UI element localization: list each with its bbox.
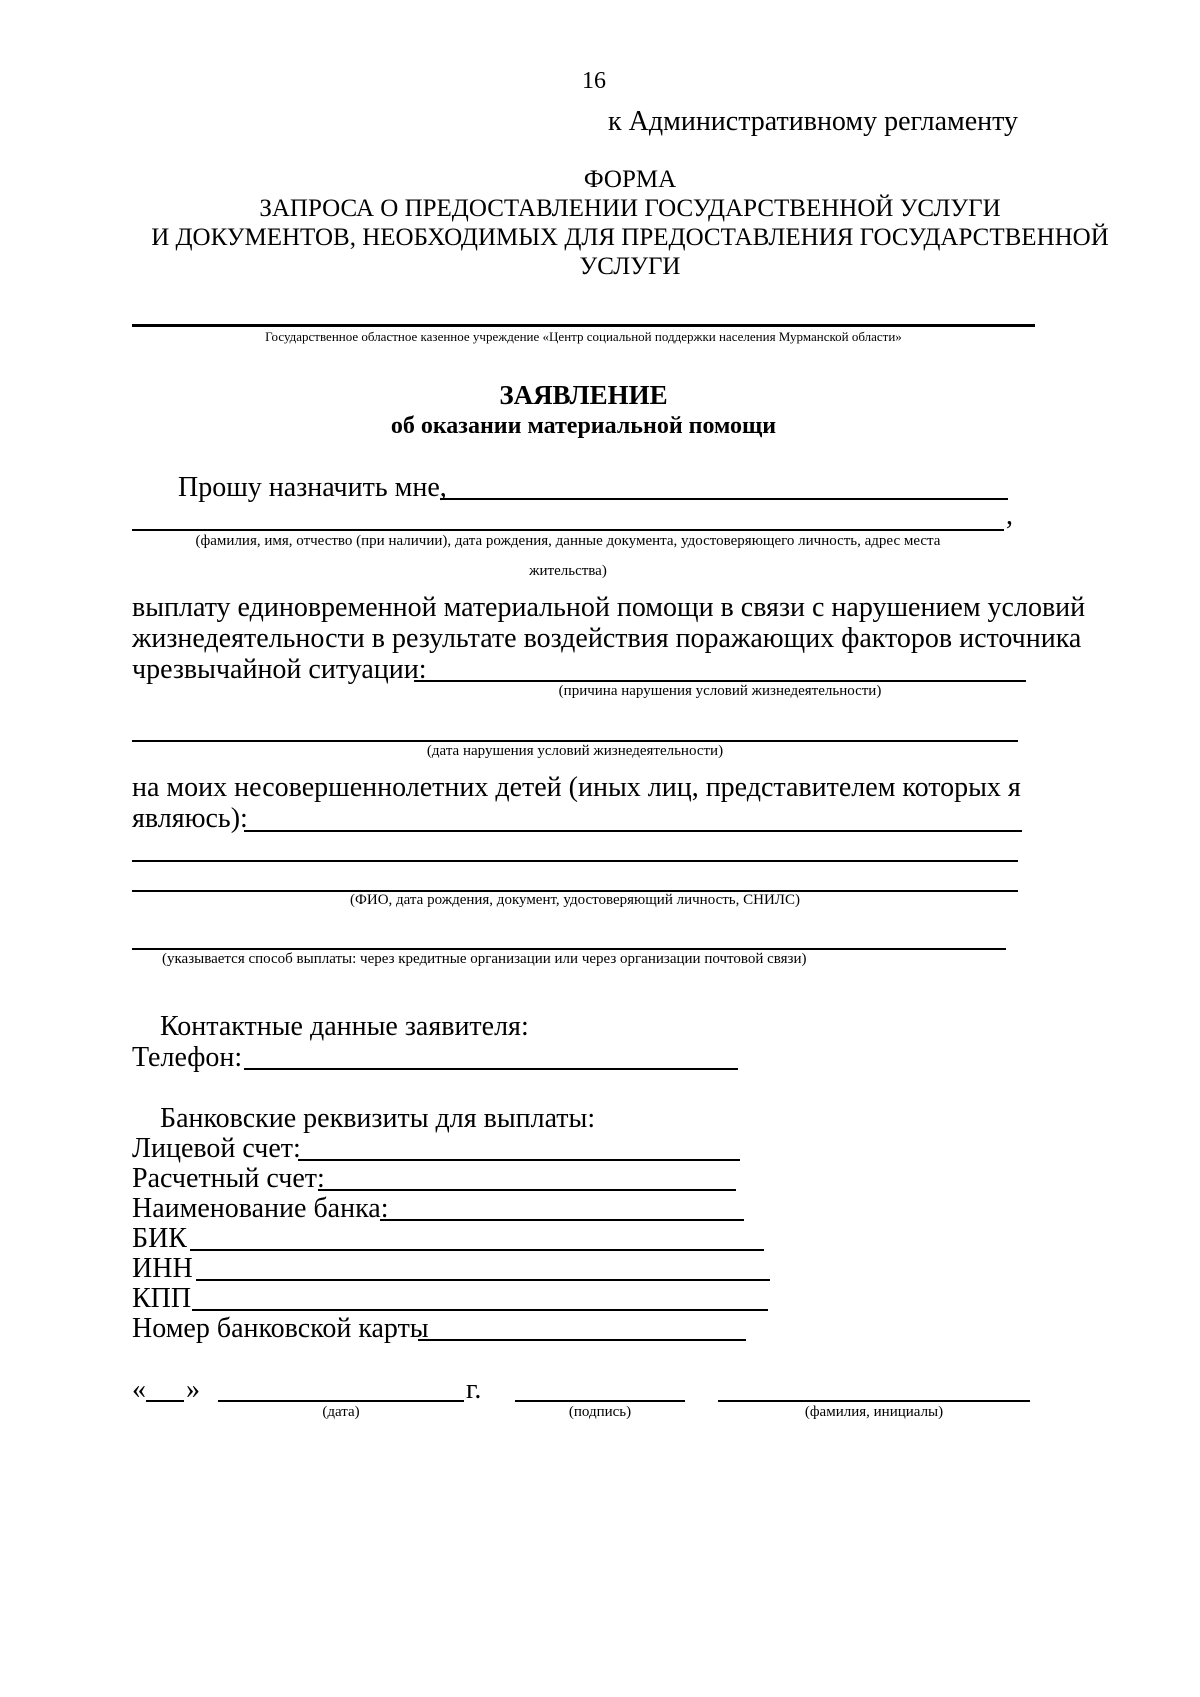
date-field[interactable] bbox=[132, 716, 1018, 742]
phone-field[interactable] bbox=[244, 1044, 738, 1070]
personal-account-field[interactable] bbox=[298, 1135, 740, 1161]
bank-heading: Банковские реквизиты для выплаты: bbox=[160, 1103, 596, 1134]
body-text: чрезвычайной ситуации: bbox=[132, 654, 427, 685]
body-text: выплату единовременной материальной помощи в связи с нарушением условий bbox=[132, 592, 1086, 623]
name-hint: (фамилия, инициалы) bbox=[804, 1404, 944, 1420]
hint-applicant: жительства) bbox=[529, 563, 607, 579]
comma: , bbox=[1006, 500, 1013, 531]
form-title-line: И ДОКУМЕНТОВ, НЕОБХОДИМЫХ ДЛЯ ПРЕДОСТАВЛЕНИЯ ГОСУДАРСТВЕННОЙ bbox=[151, 224, 1109, 251]
settlement-account-field[interactable] bbox=[318, 1165, 736, 1191]
date-hint: (дата) bbox=[322, 1404, 360, 1420]
hint-applicant: (фамилия, имя, отчество (при наличии), дата рождения, данные документа, удостоверяющего личность, адрес места bbox=[195, 533, 941, 549]
hint-date: (дата нарушения условий жизнедеятельности) bbox=[426, 743, 724, 759]
card-number-label: Номер банковской карты bbox=[132, 1313, 429, 1344]
inn-label: ИНН bbox=[132, 1253, 193, 1284]
form-title bbox=[100, 165, 1160, 281]
personal-account-label: Лицевой счет: bbox=[132, 1133, 301, 1164]
name-initials-field[interactable] bbox=[718, 1376, 1030, 1402]
body-text: жизнедеятельности в результате воздействия поражающих факторов источника bbox=[132, 623, 1082, 654]
applicant-field-1[interactable] bbox=[440, 474, 1008, 500]
bank-name-field[interactable] bbox=[380, 1195, 744, 1221]
header-divider bbox=[132, 324, 1035, 327]
children-field-2[interactable] bbox=[132, 836, 1018, 862]
quote-open: « bbox=[132, 1374, 146, 1405]
children-text: на моих несовершеннолетних детей (иных лиц, представителем которых я bbox=[132, 772, 1021, 803]
signature-field[interactable] bbox=[515, 1376, 685, 1402]
children-field-3[interactable] bbox=[132, 866, 1018, 892]
form-title-line: ФОРМА bbox=[583, 166, 677, 193]
bik-field[interactable] bbox=[190, 1225, 764, 1251]
children-text: являюсь): bbox=[132, 803, 248, 834]
signature-hint: (подпись) bbox=[568, 1404, 632, 1420]
reason-field[interactable] bbox=[414, 656, 1026, 682]
year-suffix: г. bbox=[466, 1374, 482, 1405]
statement-title: ЗАЯВЛЕНИЕ bbox=[499, 380, 668, 410]
page-number: 16 bbox=[582, 68, 606, 94]
applicant-field-2[interactable] bbox=[132, 505, 1004, 531]
contacts-heading: Контактные данные заявителя: bbox=[160, 1011, 529, 1042]
form-title-line: УСЛУГИ bbox=[579, 253, 681, 280]
hint-payment: (указывается способ выплаты: через кредитные организации или через организации почтовой связи) bbox=[162, 951, 807, 967]
institution-name: Государственное областное казенное учреждение «Центр социальной поддержки населения Мурманской области» bbox=[265, 329, 902, 344]
kpp-field[interactable] bbox=[192, 1285, 768, 1311]
phone-label: Телефон: bbox=[132, 1042, 243, 1073]
request-prefix: Прошу назначить мне, bbox=[178, 472, 447, 503]
month-field[interactable] bbox=[218, 1376, 464, 1402]
form-title-line: ЗАПРОСА О ПРЕДОСТАВЛЕНИИ ГОСУДАРСТВЕННОЙ УСЛУГИ bbox=[259, 195, 1001, 222]
bank-name-label: Наименование банка: bbox=[132, 1193, 389, 1224]
settlement-account-label: Расчетный счет: bbox=[132, 1163, 325, 1194]
bik-label: БИК bbox=[132, 1223, 187, 1254]
appendix-note: к Административному регламенту bbox=[608, 106, 1018, 137]
children-field-1[interactable] bbox=[244, 806, 1022, 832]
card-number-field[interactable] bbox=[418, 1315, 746, 1341]
hint-reason: (причина нарушения условий жизнедеятельности) bbox=[558, 683, 882, 699]
statement-subtitle: об оказании материальной помощи bbox=[390, 413, 777, 439]
kpp-label: КПП bbox=[132, 1283, 192, 1314]
quote-close: » bbox=[186, 1374, 200, 1405]
payment-method-field[interactable] bbox=[132, 924, 1006, 950]
day-field[interactable] bbox=[146, 1376, 184, 1402]
inn-field[interactable] bbox=[196, 1255, 770, 1281]
hint-children: (ФИО, дата рождения, документ, удостоверяющий личность, СНИЛС) bbox=[350, 892, 800, 908]
